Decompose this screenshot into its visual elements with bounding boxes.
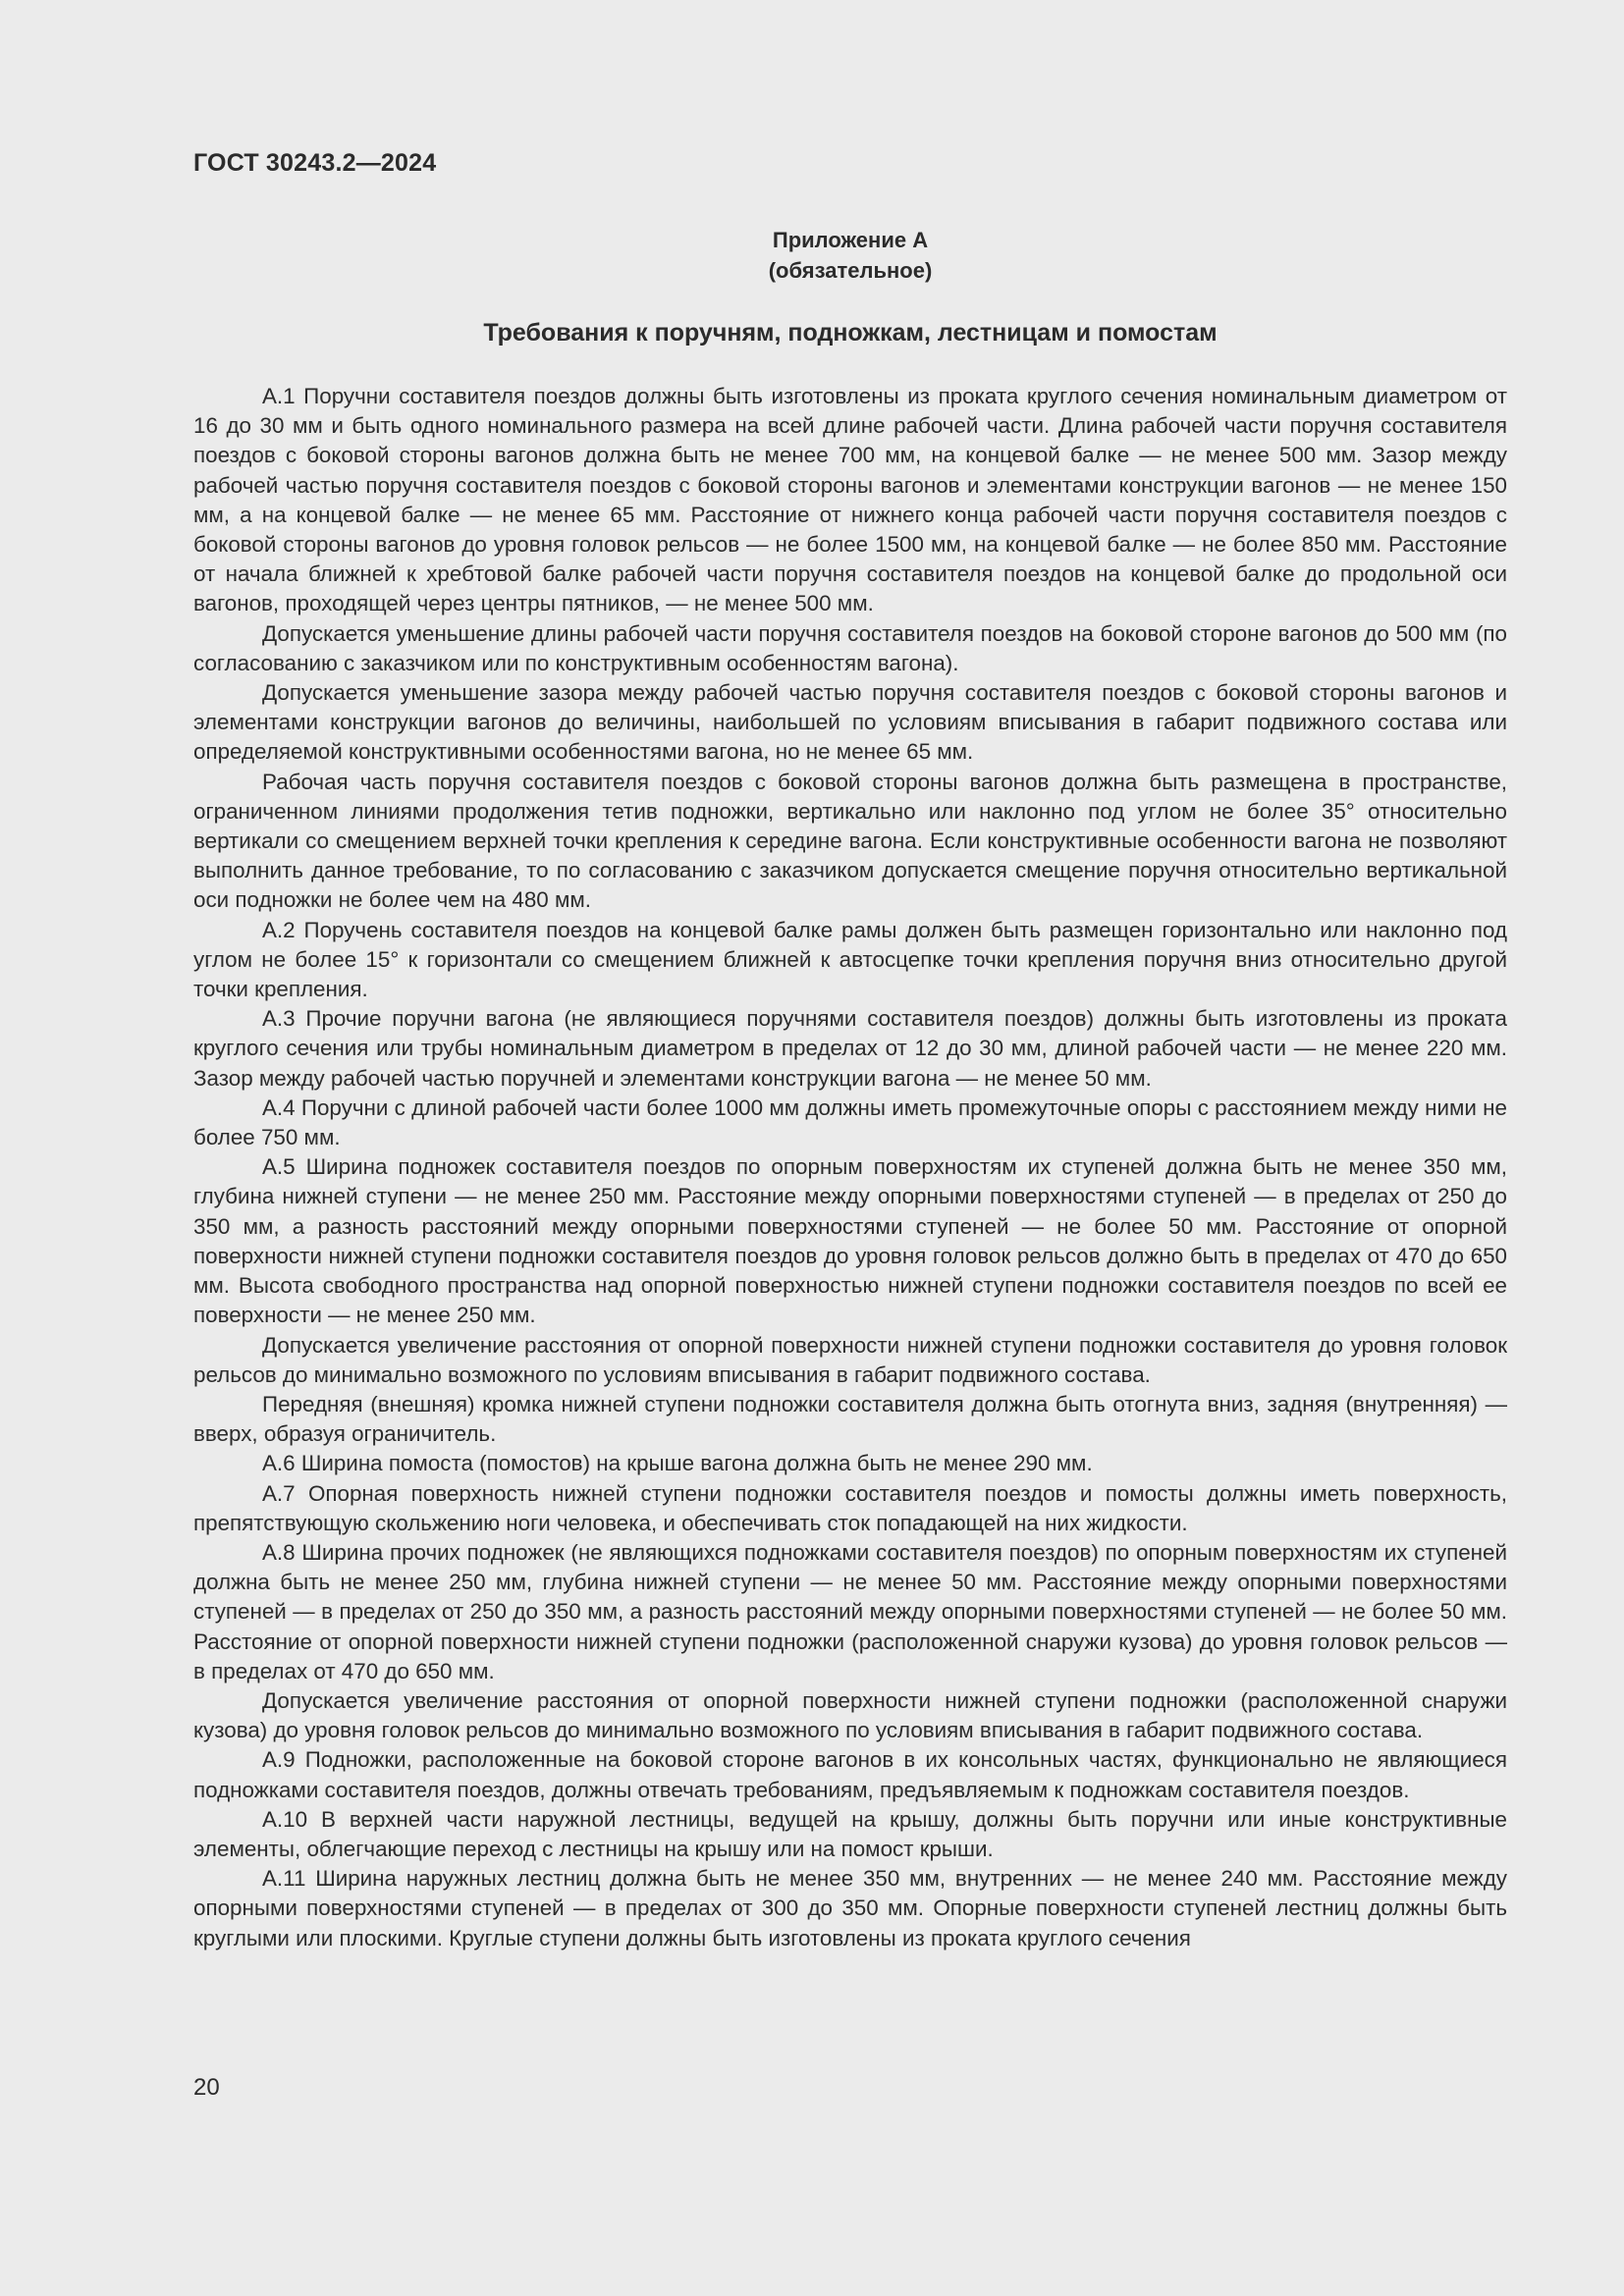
paragraph-a9: А.9 Подножки, расположенные на боковой стороне вагонов в их консольных частях, функционально не являющиеся подножками составителя поездов, должны отвечать требованиям, предъявляемым к подножкам составителя поездов. (193, 1747, 1507, 1802)
paragraph-a11: А.11 Ширина наружных лестниц должна быть не менее 350 мм, внутренних — не менее 240 мм. Расстояние между опорными поверхностями ступеней — в пределах от 300 до 350 мм. Опорные поверхности ступеней лестниц должны быть круглыми или плоскими. Круглые ступени должны быть изготовлены из проката круглого сечения (193, 1866, 1507, 1950)
paragraph: Допускается уменьшение зазора между рабочей частью поручня составителя поездов с боковой стороны вагонов и элементами конструкции вагонов до величины, наибольшей по условиям вписывания в габарит подвижного состава или определяемой конструктивными особенностями вагона, но не менее 65 мм. (193, 680, 1507, 765)
appendix-title: Приложение А (772, 228, 929, 252)
paragraph: Допускается увеличение расстояния от опорной поверхности нижней ступени подножки составителя до уровня головок рельсов до минимально возможного по условиям вписывания в габарит подвижного состава. (193, 1332, 1507, 1387)
paragraph-a3: А.3 Прочие поручни вагона (не являющиеся поручнями составителя поездов) должны быть изготовлены из проката круглого сечения или трубы номинальным диаметром в пределах от 12 до 30 мм, длиной рабочей части — не менее 220 мм. Зазор между рабочей частью поручней и элементами конструкции вагона — не менее 50 мм. (193, 1006, 1507, 1091)
section-title: Требования к поручням, подножкам, лестницам и помостам (483, 319, 1218, 347)
page-number: 20 (193, 2074, 220, 2101)
paragraph-a10: А.10 В верхней части наружной лестницы, ведущей на крышу, должны быть поручни или иные конструктивные элементы, облегчающие переход с лестницы на крышу или на помост крыши. (193, 1806, 1507, 1861)
appendix-type: (обязательное) (768, 258, 933, 283)
document-code-header: ГОСТ 30243.2—2024 (193, 149, 437, 177)
paragraph-a1: А.1 Поручни составителя поездов должны быть изготовлены из проката круглого сечения номинальным диаметром от 16 до 30 мм и быть одного номинального размера на всей длине рабочей части. Длина рабочей части поручня составителя поездов с боковой стороны вагонов должна быть не менее 700 мм, на концевой балке — не менее 500 мм. Зазор между рабочей частью поручня составителя поездов с боковой стороны вагонов и элементами конструкции вагонов — не менее 150 мм, а на концевой балке — не менее 65 мм. Расстояние от нижнего конца рабочей части поручня составителя поездов с боковой стороны вагонов до уровня головок рельсов — не более 1500 мм, на концевой балке — не более 850 мм. Расстояние от начала ближней к хребтовой балке рабочей части поручня составителя поездов на концевой балке до продольной оси вагонов, проходящей через центры пятников, — не менее 500 мм. (193, 384, 1507, 616)
paragraph-a7: А.7 Опорная поверхность нижней ступени подножки составителя поездов и помосты должны иметь поверхность, препятствующую скольжению ноги человека, и обеспечивать сток попадающей на них жидкости. (193, 1480, 1507, 1535)
paragraph: Передняя (внешняя) кромка нижней ступени подножки составителя должна быть отогнута вниз, задняя (внутренняя) — вверх, образуя ограничитель. (193, 1391, 1507, 1447)
paragraph: Допускается уменьшение длины рабочей части поручня составителя поездов на боковой стороне вагонов до 500 мм (по согласованию с заказчиком или по конструктивным особенностям вагона). (193, 620, 1507, 675)
paragraph-a6: А.6 Ширина помоста (помостов) на крыше вагона должна быть не менее 290 мм. (262, 1451, 1093, 1476)
paragraph-a5: А.5 Ширина подножек составителя поездов по опорным поверхностям их ступеней должна быть не менее 350 мм, глубина нижней ступени — не менее 250 мм. Расстояние между опорными поверхностями ступеней — в пределах от 250 до 350 мм, а разность расстояний между опорными поверхностями ступеней — не более 50 мм. Расстояние от опорной поверхности нижней ступени подножки составителя поездов до уровня головок рельсов должно быть в пределах от 470 до 650 мм. Высота свободного пространства над опорной поверхностью нижней ступени подножки составителя поездов по всей ее поверхности — не менее 250 мм. (193, 1154, 1507, 1328)
paragraph-a4: А.4 Поручни с длиной рабочей части более 1000 мм должны иметь промежуточные опоры с расстоянием между ними не более 750 мм. (193, 1095, 1507, 1150)
paragraph-a2: А.2 Поручень составителя поездов на концевой балке рамы должен быть размещен горизонтально или наклонно под углом не более 15° к горизонтали со смещением ближней к автосцепке точки крепления поручня вниз относительно другой точки крепления. (193, 917, 1507, 1002)
paragraph: Допускается увеличение расстояния от опорной поверхности нижней ступени подножки (расположенной снаружи кузова) до уровня головок рельсов до минимально возможного по условиям вписывания в габарит подвижного состава. (193, 1687, 1507, 1743)
paragraph-a8: А.8 Ширина прочих подножек (не являющихся подножками составителя поездов) по опорным поверхностям их ступеней должна быть не менее 250 мм, глубина нижней ступени — не менее 50 мм. Расстояние между опорными поверхностями ступеней — в пределах от 250 до 350 мм, а разность расстояний между опорными поверхностями ступеней — не более 50 мм. Расстояние от опорной поверхности нижней ступени подножки (расположенной снаружи кузова) до уровня головок рельсов — в пределах от 470 до 650 мм. (193, 1539, 1507, 1683)
paragraph: Рабочая часть поручня составителя поездов с боковой стороны вагонов должна быть размещена в пространстве, ограниченном линиями продолжения тетив подножки, вертикально или наклонно под углом не более 35° относительно вертикали со смещением верхней точки крепления к середине вагона. Если конструктивные особенности вагона не позволяют выполнить данное требование, то по согласованию с заказчиком допускается смещение поручня относительно вертикальной оси подножки не более чем на 480 мм. (193, 769, 1507, 913)
body-text (193, 382, 1507, 1953)
